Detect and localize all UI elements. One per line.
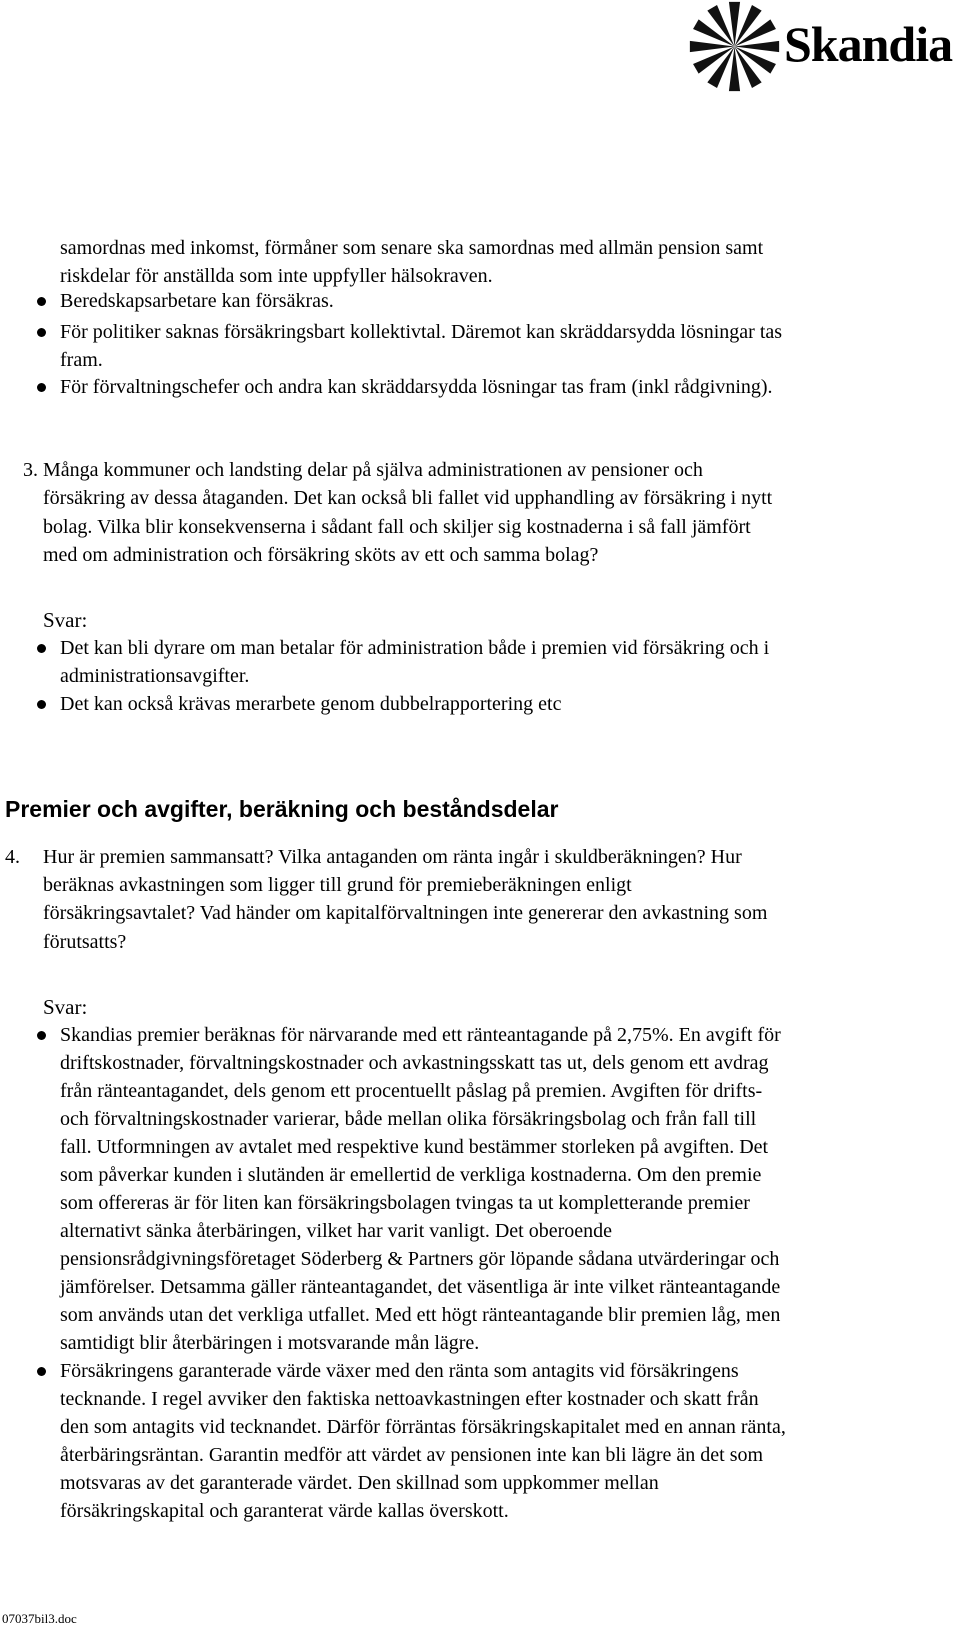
question-line: bolag. Vilka blir konsekvenserna i sådant fall och skiljer sig kostnaderna i så fall jämfört bbox=[43, 516, 751, 538]
question-line: försäkring av dessa åtaganden. Det kan också bli fallet vid upphandling av försäkring i nytt bbox=[43, 487, 773, 509]
answer-line: återbäringsräntan. Garantin medför att värdet av pensionen inte kan bli lägre än det som bbox=[60, 1444, 764, 1466]
question-line: Hur är premien sammansatt? Vilka antaganden om ränta ingår i skuldberäkningen? Hur bbox=[43, 846, 742, 868]
answer-line: samtidigt blir återbäringen i motsvarande mån lägre. bbox=[60, 1332, 480, 1354]
answer-line: driftskostnader, förvaltningskostnader och avkastningsskatt tas ut, dels genom ett avdrag bbox=[60, 1052, 769, 1074]
answer-line: alternativt sänka återbäringen, vilket har varit vanligt. Det oberoende bbox=[60, 1220, 613, 1242]
question-number: 4. bbox=[5, 846, 20, 868]
answer-line: som används utan det verkliga utfallet. Med ett högt ränteantagande blir premien låg, men bbox=[60, 1304, 781, 1326]
answer-line: som påverkar kunden i slutänden är emellertid de verkliga kostnaderna. Om den premie bbox=[60, 1164, 762, 1186]
paragraph-line: samordnas med inkomst, förmåner som senare ska samordnas med allmän pension samt bbox=[60, 237, 764, 259]
question-number: 3. bbox=[23, 459, 38, 481]
list-item: För politiker saknas försäkringsbart kollektivtal. Däremot kan skräddarsydda lösningar tas bbox=[60, 321, 783, 343]
bullet-icon bbox=[37, 700, 46, 709]
answer-line: pensionsrådgivningsföretaget Söderberg & Partners gör löpande sådana utvärderingar och bbox=[60, 1248, 780, 1270]
answer-line: och förvaltningskostnader varierar, både mellan olika försäkringsbolag och från fall till bbox=[60, 1108, 757, 1130]
answer-line: administrationsavgifter. bbox=[60, 665, 250, 687]
bullet-icon bbox=[37, 644, 46, 653]
answer-line: motsvaras av det garanterade värdet. Den skillnad som uppkommer mellan bbox=[60, 1472, 659, 1494]
answer-line: fall. Utformningen av avtalet med respektive kund bestämmer storleken på avgiften. Det bbox=[60, 1136, 769, 1158]
bullet-icon bbox=[37, 1367, 46, 1376]
question-line: med om administration och försäkring sköts av ett och samma bolag? bbox=[43, 544, 599, 566]
list-item: fram. bbox=[60, 349, 103, 371]
answer-line: Det kan bli dyrare om man betalar för administration både i premien vid försäkring och i bbox=[60, 637, 770, 659]
svar-label: Svar: bbox=[43, 995, 88, 1019]
answer-line: Försäkringens garanterade värde växer med den ränta som antagits vid försäkringens bbox=[60, 1360, 739, 1382]
question-line: försäkringsavtalet? Vad händer om kapitalförvaltningen inte genererar den avkastning som bbox=[43, 902, 768, 924]
footer-filename: 07037bil3.doc bbox=[2, 1611, 77, 1626]
section-heading: Premier och avgifter, beräkning och beståndsdelar bbox=[5, 796, 559, 822]
answer-line: Det kan också krävas merarbete genom dubbelrapportering etc bbox=[60, 693, 562, 715]
answer-line: den som antagits vid tecknandet. Därför förräntas försäkringskapitalet med en annan ränta, bbox=[60, 1416, 786, 1438]
list-item: För förvaltningschefer och andra kan skräddarsydda lösningar tas fram (inkl rådgivning). bbox=[60, 376, 773, 398]
question-line: beräknas avkastningen som ligger till grund för premieberäkningen enligt bbox=[43, 874, 632, 896]
question-line: Många kommuner och landsting delar på själva administrationen av pensioner och bbox=[43, 459, 703, 481]
bullet-icon bbox=[37, 297, 46, 306]
answer-line: från ränteantagandet, dels genom ett procentuellt påslag på premien. Avgiften för drifts- bbox=[60, 1080, 763, 1102]
answer-line: som offereras är för liten kan försäkringsbolagen tvingas ta ut kompletterande premier bbox=[60, 1192, 750, 1214]
question-line: förutsatts? bbox=[43, 931, 127, 953]
answer-line: Skandias premier beräknas för närvarande med ett ränteantagande på 2,75%. En avgift för bbox=[60, 1024, 781, 1046]
answer-line: tecknande. I regel avviker den faktiska nettoavkastningen efter kostnader och skatt från bbox=[60, 1388, 759, 1410]
answer-line: försäkringskapital och garanterat värde kallas överskott. bbox=[60, 1500, 509, 1522]
answer-line: jämförelser. Detsamma gäller ränteantagandet, det väsentliga är inte vilket ränteantagande bbox=[60, 1276, 781, 1298]
paragraph-line: riskdelar för anställda som inte uppfyller hälsokraven. bbox=[60, 265, 493, 287]
bullet-icon bbox=[37, 383, 46, 392]
bullet-icon bbox=[37, 328, 46, 337]
list-item: Beredskapsarbetare kan försäkras. bbox=[60, 290, 334, 312]
logo-wordmark: Skandia bbox=[784, 16, 953, 72]
svar-label: Svar: bbox=[43, 608, 88, 632]
bullet-icon bbox=[37, 1031, 46, 1040]
